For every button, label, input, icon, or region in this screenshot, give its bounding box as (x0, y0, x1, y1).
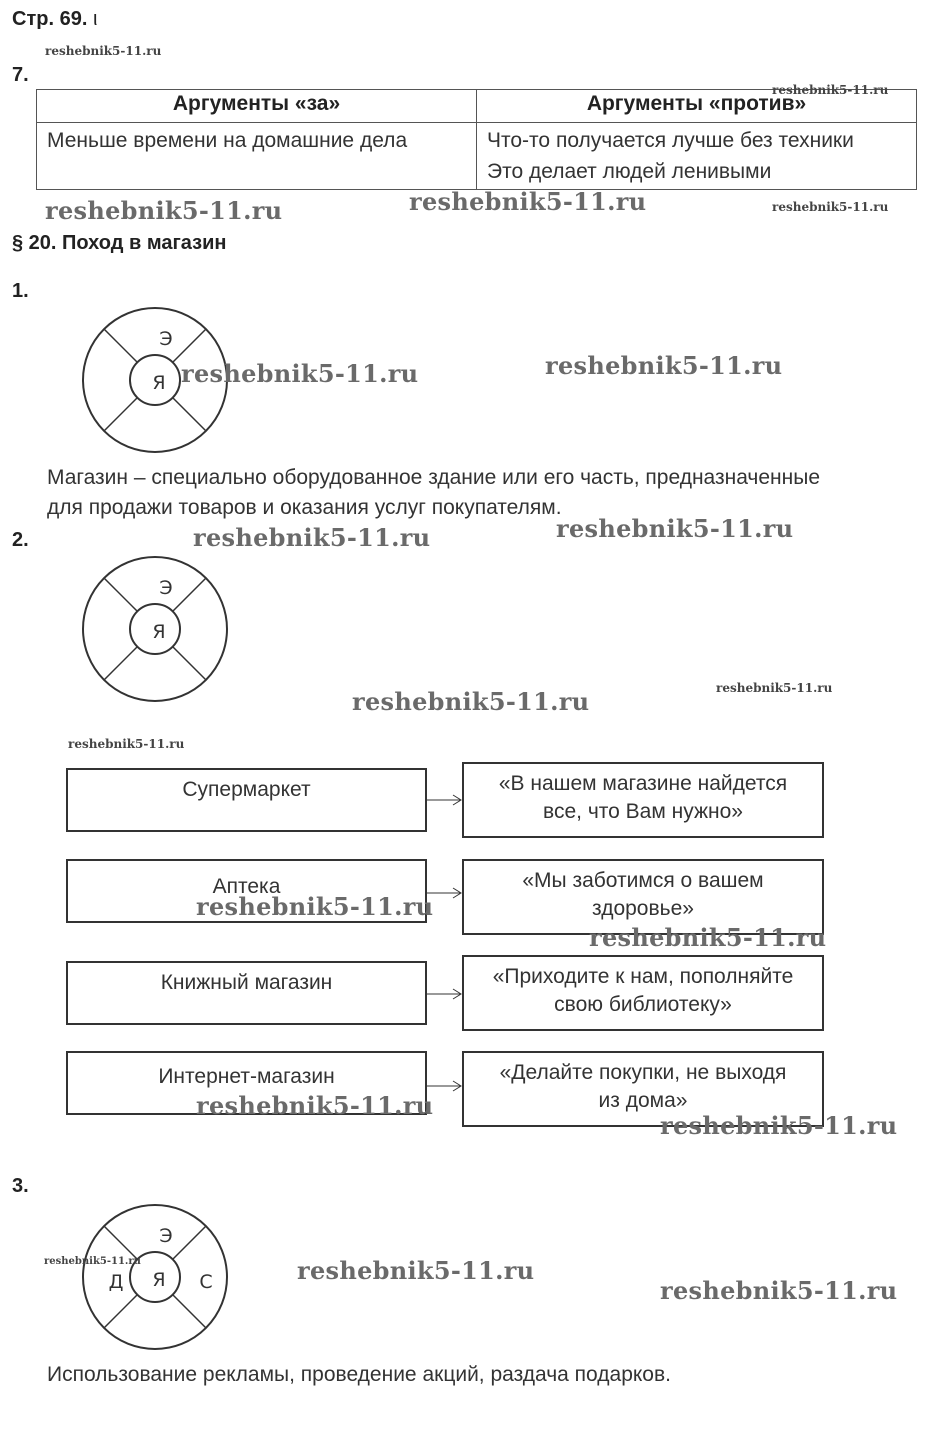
arguments-for-cell (37, 123, 477, 190)
watermark: reshebnik5-11.ru (772, 200, 889, 214)
diagram-label-top: Э (159, 577, 173, 599)
shop-definition-line: Магазин – специально оборудованное здание или его часть, предназначенные (47, 466, 821, 489)
slogan-line: свою библиотеку» (554, 993, 732, 1016)
arrow-icon (427, 794, 462, 806)
diagram-label-top: Э (159, 1225, 173, 1247)
watermark: reshebnik5-11.ru (660, 1111, 898, 1140)
watermark: reshebnik5-11.ru (660, 1276, 898, 1305)
watermark: reshebnik5-11.ru (556, 514, 794, 543)
diagram-label-left: Д (108, 1271, 124, 1293)
arrow-icon (427, 988, 462, 1000)
slogan-box (462, 955, 824, 1031)
diagram-label-center: Я (152, 1269, 166, 1291)
argument-for-item: Меньше времени на домашние дела (47, 129, 408, 152)
watermark: reshebnik5-11.ru (193, 523, 431, 552)
task-7-number: 7. (12, 64, 29, 86)
watermark: reshebnik5-11.ru (352, 687, 590, 716)
watermark: reshebnik5-11.ru (45, 44, 162, 58)
watermark: reshebnik5-11.ru (196, 892, 434, 921)
circle-diagram (80, 554, 232, 706)
task-3-number: 3. (12, 1175, 29, 1197)
watermark: reshebnik5-11.ru (196, 1091, 434, 1120)
page-header (12, 8, 97, 31)
slogan-line: «Мы заботимся о вашем (522, 869, 764, 892)
arguments-table (36, 89, 917, 190)
watermark: reshebnik5-11.ru (68, 737, 185, 751)
slogan-line: «Приходите к нам, пополняйте (492, 965, 794, 988)
watermark: reshebnik5-11.ru (772, 83, 889, 97)
watermark: reshebnik5-11.ru (589, 923, 827, 952)
slogan-line: «Делайте покупки, не выходя (499, 1061, 787, 1084)
shop-type-box: Интернет-магазин (66, 1051, 427, 1115)
diagram-label-top: Э (159, 328, 173, 350)
watermark: reshebnik5-11.ru (545, 351, 783, 380)
shop-type-box: Супермаркет (66, 768, 427, 832)
task-3-answer: Использование рекламы, проведение акций, раздача подарков. (47, 1363, 671, 1386)
task-1-number: 1. (12, 280, 29, 302)
page-header-mark: ι (92, 8, 98, 30)
diagram-label-center: Я (152, 621, 166, 643)
diagram-label-center: Я (152, 372, 166, 394)
watermark: reshebnik5-11.ru (409, 187, 647, 216)
arguments-against-cell (477, 123, 917, 190)
watermark: reshebnik5-11.ru (45, 196, 283, 225)
page-number: Стр. 69. (12, 8, 88, 30)
watermark: reshebnik5-11.ru (716, 681, 833, 695)
task-2-number: 2. (12, 529, 29, 551)
slogan-line: из дома» (598, 1089, 688, 1112)
watermark: reshebnik5-11.ru (297, 1256, 535, 1285)
argument-against-item: Это делает людей ленивыми (487, 160, 772, 183)
circle-diagram (80, 1202, 232, 1354)
argument-against-item: Что-то получается лучше без техники (487, 129, 854, 152)
diagram-label-right: С (199, 1271, 213, 1293)
slogan-box (462, 762, 824, 838)
column-header-against: Аргументы «против» (477, 90, 917, 123)
slogan-line: здоровье» (592, 897, 694, 920)
shop-type-box: Книжный магазин (66, 961, 427, 1025)
shop-definition-line: для продажи товаров и оказания услуг покупателям. (47, 496, 562, 519)
slogan-line: «В нашем магазине найдется (498, 772, 788, 795)
column-header-for: Аргументы «за» (37, 90, 477, 123)
section-title: § 20. Поход в магазин (12, 232, 227, 254)
watermark: reshebnik5-11.ru (44, 1256, 141, 1267)
shop-type-box: Аптека (66, 859, 427, 923)
slogan-line: все, что Вам нужно» (543, 800, 743, 823)
watermark: reshebnik5-11.ru (181, 359, 419, 388)
